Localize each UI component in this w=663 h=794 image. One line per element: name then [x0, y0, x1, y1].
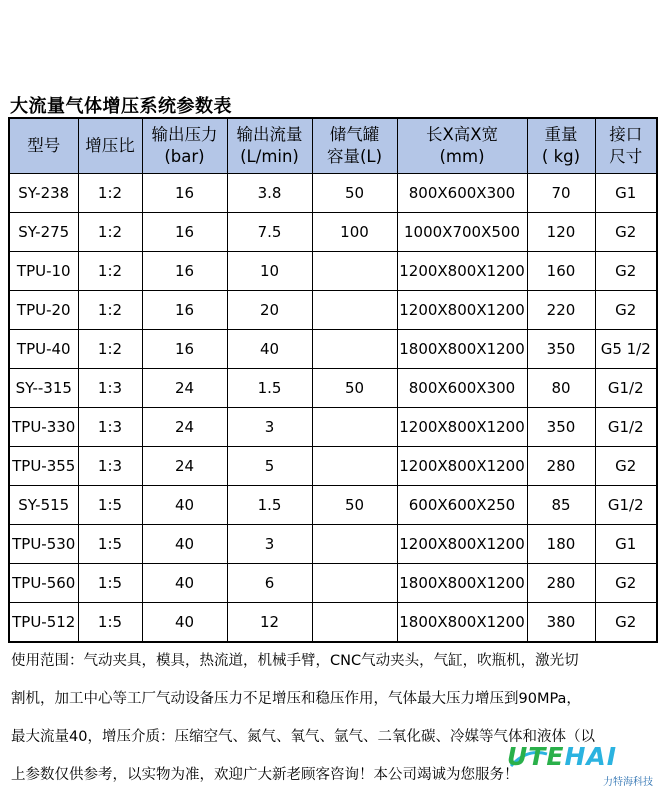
- table-cell: G2: [595, 447, 657, 486]
- table-cell: 600X600X250: [397, 486, 527, 525]
- table-cell: 800X600X300: [397, 174, 527, 213]
- column-header: [142, 118, 227, 174]
- table-body: [9, 174, 657, 643]
- table-cell: SY-275: [9, 213, 78, 252]
- table-row: [9, 213, 657, 252]
- table-cell: 1200X800X1200: [397, 408, 527, 447]
- table-cell: 1200X800X1200: [397, 447, 527, 486]
- table-cell: 80: [527, 369, 595, 408]
- table-cell: 40: [227, 330, 312, 369]
- table-cell: TPU-40: [9, 330, 78, 369]
- table-row: [9, 486, 657, 525]
- table-cell: 7.5: [227, 213, 312, 252]
- table-cell: 1:5: [78, 603, 142, 643]
- column-header: [78, 118, 142, 174]
- table-cell: 1:2: [78, 174, 142, 213]
- table-cell: 16: [142, 330, 227, 369]
- column-header-line: 重量: [544, 125, 578, 144]
- table-cell: 16: [142, 213, 227, 252]
- column-header-line: 接口: [609, 125, 643, 144]
- column-header: [595, 118, 657, 174]
- table-cell: 1200X800X1200: [397, 291, 527, 330]
- table-title: 大流量气体增压系统参数表: [10, 96, 232, 117]
- table-cell: 3: [227, 408, 312, 447]
- table-cell: 16: [142, 291, 227, 330]
- table-cell: 3: [227, 525, 312, 564]
- table-row: [9, 330, 657, 369]
- table-cell: 16: [142, 174, 227, 213]
- table-cell: 280: [527, 447, 595, 486]
- column-header-line: 容量(L): [326, 147, 383, 166]
- table-cell: TPU-10: [9, 252, 78, 291]
- table-cell: G2: [595, 291, 657, 330]
- table-cell: SY--315: [9, 369, 78, 408]
- table-cell: 1:3: [78, 447, 142, 486]
- column-header: [527, 118, 595, 174]
- table-row: [9, 252, 657, 291]
- table-cell: 1:2: [78, 213, 142, 252]
- column-header: [397, 118, 527, 174]
- table-cell: SY-515: [9, 486, 78, 525]
- table-cell: 50: [312, 486, 397, 525]
- table-cell: [312, 603, 397, 643]
- table-cell: 1200X800X1200: [397, 252, 527, 291]
- table-cell: 24: [142, 369, 227, 408]
- table-cell: [312, 564, 397, 603]
- header-row: [9, 118, 657, 174]
- table-cell: TPU-355: [9, 447, 78, 486]
- table-row: [9, 408, 657, 447]
- column-header-line: 输出流量: [236, 125, 303, 144]
- table-cell: 1800X800X1200: [397, 564, 527, 603]
- column-header-line: ( kg): [541, 147, 581, 166]
- table-row: [9, 525, 657, 564]
- column-header-line: 输出压力: [151, 125, 218, 144]
- table-cell: 1200X800X1200: [397, 525, 527, 564]
- table-cell: 1:2: [78, 291, 142, 330]
- column-header: [312, 118, 397, 174]
- table-cell: 1:3: [78, 369, 142, 408]
- logo-wordmark: UTEHAI: [507, 742, 618, 771]
- table-cell: G1/2: [595, 369, 657, 408]
- column-header: [9, 118, 78, 174]
- table-cell: 350: [527, 330, 595, 369]
- table-cell: [312, 252, 397, 291]
- logo-subtitle: 力特海科技: [603, 777, 653, 788]
- table-cell: 5: [227, 447, 312, 486]
- table-row: [9, 564, 657, 603]
- note-line: 最大流量40，增压介质：压缩空气、氮气、氧气、氩气、二氧化碳、冷媒等气体和液体（以: [11, 729, 595, 745]
- column-header-line: 长X高X宽: [425, 125, 499, 144]
- table-row: [9, 603, 657, 643]
- table-cell: [312, 330, 397, 369]
- table-cell: 3.8: [227, 174, 312, 213]
- table-cell: 350: [527, 408, 595, 447]
- company-logo: [507, 742, 657, 792]
- table-cell: 12: [227, 603, 312, 643]
- spec-table: [8, 117, 658, 643]
- table-cell: TPU-330: [9, 408, 78, 447]
- table-cell: 70: [527, 174, 595, 213]
- table-cell: 10: [227, 252, 312, 291]
- table-cell: 40: [142, 486, 227, 525]
- table-cell: 380: [527, 603, 595, 643]
- table-cell: 24: [142, 408, 227, 447]
- column-header-line: 型号: [27, 136, 61, 155]
- table-cell: 50: [312, 369, 397, 408]
- column-header-line: (bar): [164, 147, 205, 166]
- table-cell: 1800X800X1200: [397, 330, 527, 369]
- table-cell: 1:2: [78, 252, 142, 291]
- table-cell: G1: [595, 525, 657, 564]
- table-cell: 1800X800X1200: [397, 603, 527, 643]
- table-cell: 160: [527, 252, 595, 291]
- table-cell: G2: [595, 213, 657, 252]
- table-cell: 24: [142, 447, 227, 486]
- table-cell: TPU-530: [9, 525, 78, 564]
- table-row: [9, 369, 657, 408]
- table-cell: 6: [227, 564, 312, 603]
- column-header-line: 储气罐: [329, 125, 380, 144]
- table-cell: [312, 291, 397, 330]
- table-cell: 180: [527, 525, 595, 564]
- table-cell: G5 1/2: [595, 330, 657, 369]
- table-cell: G1: [595, 174, 657, 213]
- table-cell: 1:5: [78, 486, 142, 525]
- table-cell: TPU-560: [9, 564, 78, 603]
- table-cell: G1/2: [595, 486, 657, 525]
- table-row: [9, 447, 657, 486]
- table-cell: 50: [312, 174, 397, 213]
- table-cell: 1:5: [78, 525, 142, 564]
- table-cell: TPU-20: [9, 291, 78, 330]
- table-cell: [312, 408, 397, 447]
- table-cell: 40: [142, 564, 227, 603]
- table-cell: 40: [142, 603, 227, 643]
- column-header-line: (L/min): [240, 147, 299, 166]
- column-header-line: 尺寸: [609, 147, 643, 166]
- table-cell: 1000X700X500: [397, 213, 527, 252]
- table-cell: 1.5: [227, 486, 312, 525]
- table-cell: [312, 447, 397, 486]
- table-cell: 220: [527, 291, 595, 330]
- table-cell: 1:2: [78, 330, 142, 369]
- table-cell: 20: [227, 291, 312, 330]
- table-cell: G2: [595, 603, 657, 643]
- table-cell: SY-238: [9, 174, 78, 213]
- note-line: 上参数仅供参考，以实物为准，欢迎广大新老顾客咨询！本公司竭诚为您服务！: [11, 767, 519, 783]
- table-cell: 100: [312, 213, 397, 252]
- table-cell: 800X600X300: [397, 369, 527, 408]
- table-cell: 1:3: [78, 408, 142, 447]
- column-header-line: 增压比: [85, 136, 135, 155]
- table-cell: G2: [595, 252, 657, 291]
- table-row: [9, 291, 657, 330]
- table-cell: 120: [527, 213, 595, 252]
- table-cell: 1:5: [78, 564, 142, 603]
- column-header: [227, 118, 312, 174]
- table-row: [9, 174, 657, 213]
- table-cell: G2: [595, 564, 657, 603]
- table-cell: TPU-512: [9, 603, 78, 643]
- table-cell: 1.5: [227, 369, 312, 408]
- table-cell: 16: [142, 252, 227, 291]
- table-cell: 280: [527, 564, 595, 603]
- table-cell: 85: [527, 486, 595, 525]
- table-cell: G1/2: [595, 408, 657, 447]
- column-header-line: (mm): [439, 147, 485, 166]
- note-line: 使用范围：气动夹具，模具，热流道，机械手臂，CNC气动夹头，气缸，吹瓶机，激光切: [11, 653, 579, 669]
- table-cell: 40: [142, 525, 227, 564]
- note-line: 割机，加工中心等工厂气动设备压力不足增压和稳压作用，气体最大压力增压到90MPa，: [11, 691, 581, 707]
- table-cell: [312, 525, 397, 564]
